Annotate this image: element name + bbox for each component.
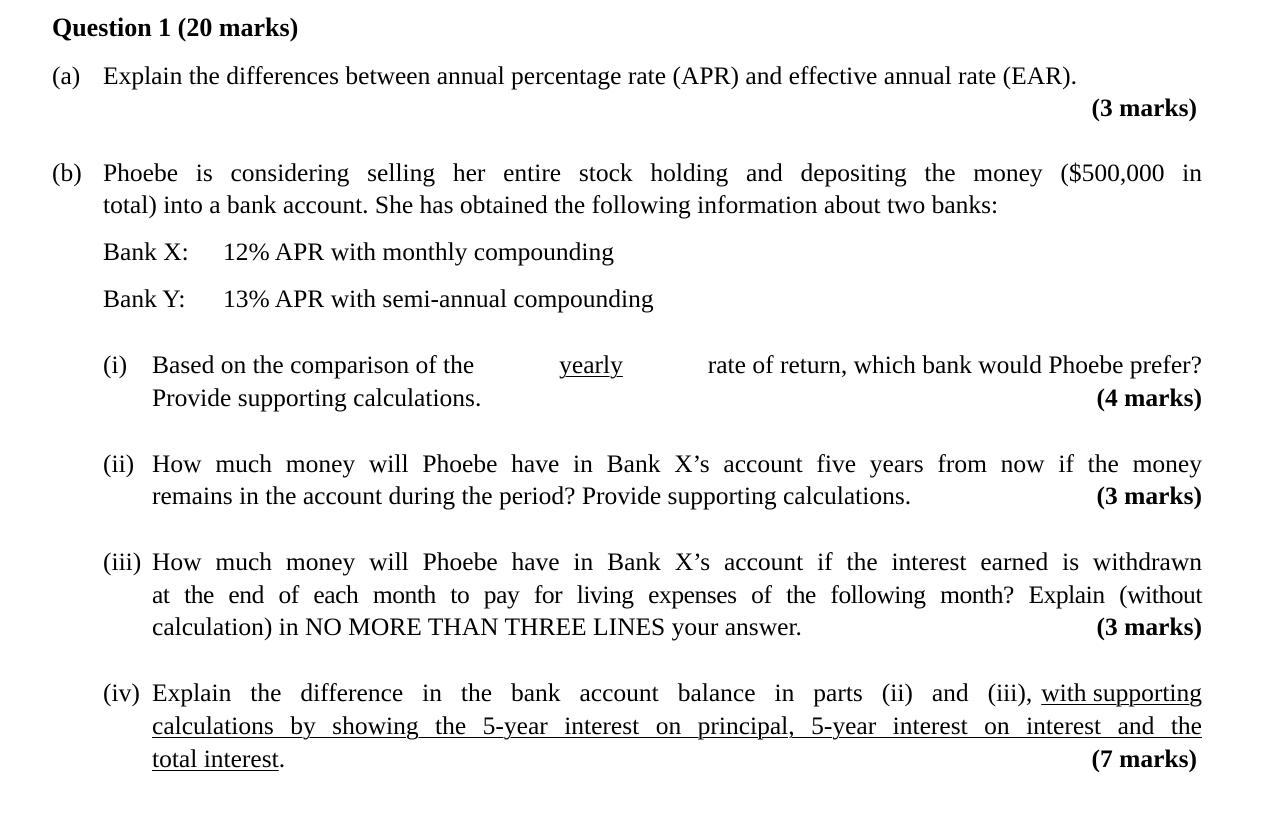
- sub-iii-marks: (3 marks): [1096, 612, 1202, 641]
- sub-iii-line-2: at the end of each month to pay for living expenses of the following month? Explain (without: [152, 580, 1202, 609]
- part-a-marks: (3 marks): [1091, 93, 1197, 122]
- sub-iv-line-2: calculations by showing the 5-year interest on principal, 5-year interest on interest and the: [152, 711, 1202, 740]
- sub-iv-line-3-post: .: [278, 744, 286, 773]
- part-a-label: (a): [52, 61, 81, 90]
- question-title: Question 1 (20 marks): [52, 13, 299, 42]
- sub-ii-line-1: How much money will Phoebe have in Bank X’s account five years from now if the money: [152, 449, 1202, 478]
- sub-iv-line-1-underlined: with supporting: [1041, 678, 1202, 707]
- sub-iv-line-3-underlined: total interest: [152, 744, 279, 773]
- sub-i-label: (i): [103, 350, 128, 379]
- part-b-label: (b): [52, 158, 82, 187]
- sub-iv-line-2-wrap: [152, 711, 1202, 741]
- sub-i-line-1-underlined: yearly: [559, 350, 623, 379]
- sub-i-line-1-pre: Based on the comparison of the: [152, 350, 475, 379]
- bank-x-detail: 12% APR with monthly compounding: [223, 237, 615, 266]
- sub-i-marks: (4 marks): [1096, 383, 1202, 412]
- sub-iii-line-1-wrap: [152, 547, 1202, 577]
- sub-ii-marks: (3 marks): [1096, 481, 1202, 510]
- sub-ii-label: (ii): [103, 449, 135, 478]
- sub-iv-line-1-pre: Explain the difference in the bank account balance in parts (ii) and (iii),: [152, 678, 1033, 707]
- sub-iv-line-3: [152, 744, 285, 774]
- part-b-line-2: total) into a bank account. She has obtained the following information about two banks:: [103, 190, 999, 219]
- sub-ii-line-1-wrap: [152, 449, 1202, 479]
- bank-y-name: Bank Y:: [103, 284, 186, 313]
- bank-x-name: Bank X:: [103, 237, 189, 266]
- bank-y-detail: 13% APR with semi-annual compounding: [223, 284, 654, 313]
- sub-ii-line-2: remains in the account during the period? Provide supporting calculations.: [152, 481, 912, 510]
- sub-iv-label: (iv): [103, 678, 140, 707]
- sub-i-line-1: [152, 350, 1202, 380]
- sub-iii-label: (iii): [103, 547, 142, 576]
- part-b-line-1: [103, 158, 1202, 188]
- part-a-text: Explain the differences between annual percentage rate (APR) and effective annual rate (EAR).: [103, 61, 1077, 90]
- sub-i-line-2: Provide supporting calculations.: [152, 383, 482, 412]
- sub-iv-marks: (7 marks): [1091, 744, 1197, 773]
- sub-iii-line-1: How much money will Phoebe have in Bank X’s account if the interest earned is withdrawn: [152, 547, 1202, 576]
- sub-iii-line-2-wrap: [152, 580, 1202, 610]
- sub-iii-line-3: calculation) in NO MORE THAN THREE LINES your answer.: [152, 612, 802, 641]
- part-b-line-1-text: Phoebe is considering selling her entire stock holding and depositing the money ($500,000 in: [103, 158, 1202, 187]
- sub-iv-line-1: [152, 678, 1202, 708]
- sub-i-line-1-post: rate of return, which bank would Phoebe prefer?: [707, 350, 1202, 379]
